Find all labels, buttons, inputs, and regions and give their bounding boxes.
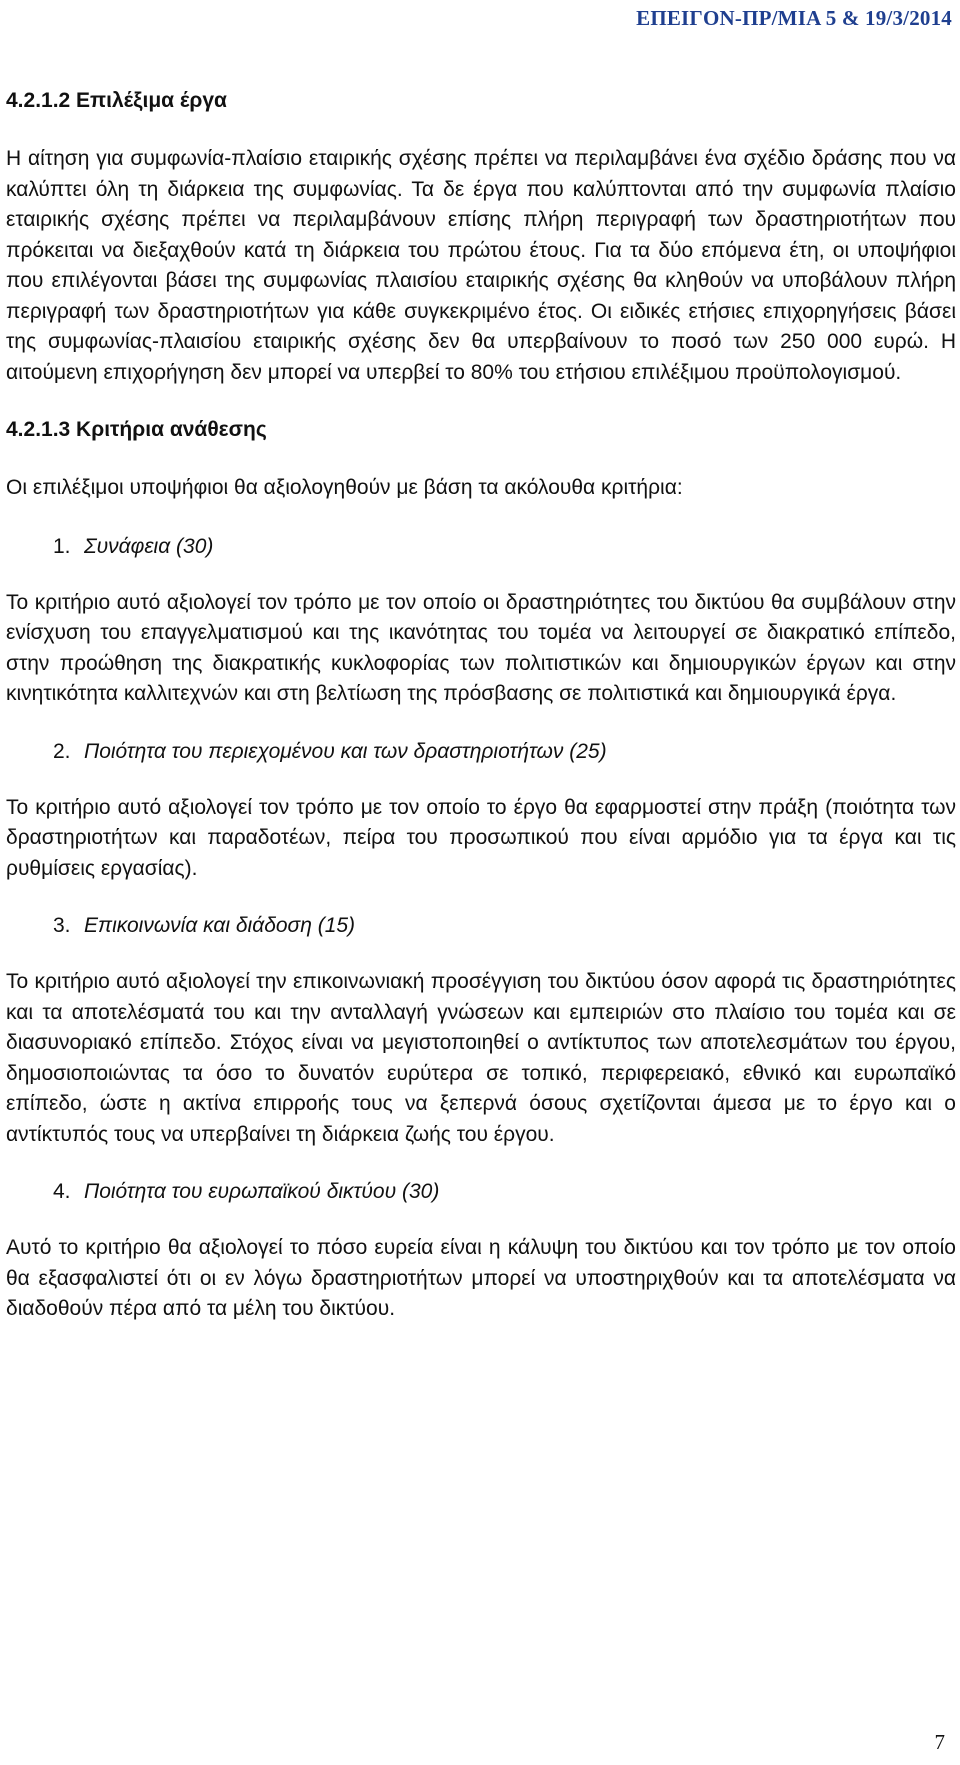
running-header: ΕΠΕΙΓΟΝ-ΠΡ/ΜΙΑ 5 & 19/3/2014 bbox=[636, 6, 952, 30]
criterion-4-title bbox=[53, 1177, 956, 1207]
criterion-1-label: Συνάφεια (30) bbox=[84, 534, 214, 558]
criterion-2-number: 2. bbox=[53, 739, 71, 763]
criterion-3-label: Επικοινωνία και διάδοση (15) bbox=[84, 914, 356, 937]
criterion-1-title bbox=[53, 532, 956, 562]
criterion-3-number: 3. bbox=[53, 914, 71, 937]
criterion-2-text: Το κριτήριο αυτό αξιολογεί τον τρόπο με τον οποίο το έργο θα εφαρμοστεί στην πράξη (ποιότητα των δραστηριοτήτων και παραδοτέων, πείρα του προσωπικού που είναι αρμόδιο για τα έργα και τις ρυθμίσεις εργασίας). bbox=[6, 795, 956, 880]
criterion-3-text: Το κριτήριο αυτό αξιολογεί την επικοινωνιακή προσέγγιση του δικτύου όσον αφορά τις δραστηριότητες και τα αποτελέσματά του και την ανταλλαγή γνώσεων και εμπειριών στο πλαίσιο του τομέα και σε διασυνοριακό επίπεδο. Στόχος είναι να μεγιστοποιηθεί ο αντίκτυπος των αποτελεσμάτων του έργου, δημοσιοποιώντας τα όσο το δυνατόν ευρύτερα σε τοπικό, περιφερειακό, εθνικό και ευρωπαϊκό επίπεδο, ώστε η ακτίνα επιρροής τους να ξεπερνά όσους σχετίζονται άμεσα με το έργο και ο αντίκτυπός τους να υπερβαίνει τη διάρκεια ζωής του έργου. bbox=[6, 970, 956, 1146]
eligible-projects-paragraph: Η αίτηση για συμφωνία-πλαίσιο εταιρικής σχέσης πρέπει να περιλαμβάνει ένα σχέδιο δράσης που να καλύπτει όλη τη διάρκεια της συμφωνίας. Τα δε έργα που καλύπτονται από την συμφωνία πλαίσιο εταιρικής σχέσης πρέπει να περιλαμβάνουν επίσης πλήρη περιγραφή των δραστηριοτήτων που πρόκειται να διεξαχθούν κατά τη διάρκεια του πρώτου έτους. Για τα δύο επόμενα έτη, οι υποψήφιοι που επιλέγονται βάσει της συμφωνίας πλαισίου εταιρικής σχέσης θα κληθούν να υποβάλουν πλήρη περιγραφή των δραστηριοτήτων για κάθε συγκεκριμένο έτος. Οι ειδικές ετήσιες επιχορηγήσεις βάσει της συμφωνίας-πλαισίου εταιρικής σχέσης δεν θα υπερβαίνουν το ποσό των 250 000 ευρώ. Η αιτούμενη επιχορήγηση δεν μπορεί να υπερβεί το 80% του ετήσιου επιλέξιμου προϋπολογισμού. bbox=[6, 147, 956, 384]
criterion-2-label: Ποιότητα του περιεχομένου και των δραστηριοτήτων (25) bbox=[84, 739, 607, 763]
page-number: 7 bbox=[934, 1730, 945, 1754]
page-content bbox=[6, 86, 956, 1325]
criterion-3-title bbox=[53, 911, 956, 941]
criterion-4-number: 4. bbox=[53, 1180, 71, 1203]
criterion-4-label: Ποιότητα του ευρωπαϊκού δικτύου (30) bbox=[84, 1180, 440, 1203]
section-heading-award-criteria: 4.2.1.3 Κριτήρια ανάθεσης bbox=[6, 418, 267, 441]
criterion-1-text: Το κριτήριο αυτό αξιολογεί τον τρόπο με τον οποίο οι δραστηριότητες του δικτύου θα συμβάλουν στην ενίσχυση του επαγγελματισμού και της ικανότητας του τομέα να λειτουργεί σε διακρατικό επίπεδο, στην προώθηση της διακρατικής κυκλοφορίας των πολιτιστικών και δημιουργικών έργων και στην κινητικότητα καλλιτεχνών και στη βελτίωση της πρόσβασης σε πολιτιστικά και δημιουργικά έργα. bbox=[6, 590, 956, 705]
criterion-2-title bbox=[53, 737, 956, 767]
award-criteria-intro: Οι επιλέξιμοι υποψήφιοι θα αξιολογηθούν με βάση τα ακόλουθα κριτήρια: bbox=[6, 476, 683, 499]
criterion-1-number: 1. bbox=[53, 534, 71, 558]
criterion-4-text: Αυτό το κριτήριο θα αξιολογεί το πόσο ευρεία είναι η κάλυψη του δικτύου και τον τρόπο με τον οποίο θα εξασφαλιστεί ότι οι εν λόγω δραστηριοτήτων μπορεί να υποστηριχθούν και τα αποτελέσματα να διαδοθούν πέρα από τα μέλη του δικτύου. bbox=[6, 1236, 956, 1320]
section-heading-eligible-projects: 4.2.1.2 Επιλέξιμα έργα bbox=[6, 89, 227, 112]
